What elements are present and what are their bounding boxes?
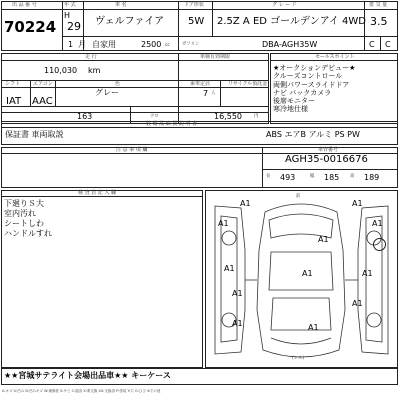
dim-height: 189	[364, 173, 380, 182]
engine-cc: 2500	[141, 40, 162, 49]
length-value: 163	[77, 112, 93, 121]
inspector-note: 下廻りＳ大	[4, 199, 44, 208]
equipment-features: ABS エアB アルミ PS PW	[266, 130, 360, 139]
capacity-unit: 人	[211, 91, 216, 96]
dim-width-label: 幅	[310, 174, 315, 179]
sales-points-list	[273, 64, 397, 114]
damage-mark: A1	[232, 319, 243, 328]
damage-mark: A1	[318, 235, 329, 244]
dim-width: 185	[324, 173, 340, 182]
header-car-label: 車 名	[115, 2, 127, 8]
damage-mark: A1	[218, 219, 229, 228]
color-label: 色	[115, 81, 121, 87]
chassis-label: 車台番号	[318, 147, 339, 153]
damage-mark: A1	[352, 199, 363, 208]
damage-mark: A1	[224, 264, 235, 273]
damage-mark: A1	[232, 289, 243, 298]
month: 1	[68, 40, 74, 49]
footer-legend: A:キズ U:凹み B:凹みキズ W:補修波 S:サビ C:腐食 X:要交換 XX:交換済 P:塗装 Y:穴 G:ひび ※その他	[2, 389, 161, 393]
inspector-note: ハンドルすれ	[4, 229, 52, 238]
diagram-front-label: 前	[296, 194, 301, 199]
score-c2: C	[385, 40, 391, 49]
capacity-value: 7	[203, 89, 209, 98]
recycle-unit: 円	[254, 114, 259, 119]
damage-mark: A1	[302, 269, 313, 278]
inspector-note: シートしわ	[4, 219, 44, 228]
equipment-manuals: 保証書 車両取説	[5, 130, 64, 139]
lot-number: 70224	[4, 18, 57, 36]
header-doors-label: ドア形状	[184, 2, 204, 8]
diagram-rear-label: (レス)	[292, 356, 305, 361]
car-diagram	[205, 190, 398, 368]
shift-value: IAT	[6, 96, 22, 107]
header-year-label: 年 式	[64, 2, 76, 8]
ac-value: AAC	[32, 96, 53, 107]
ac-label: エアコン	[33, 81, 53, 87]
footer-remark: ★★宮城サテライト会場出品車★★ キーケース	[4, 371, 171, 380]
sales-point-item: 両側パワースライドドア	[273, 80, 350, 89]
car-name: ヴェルファイア	[95, 16, 165, 27]
color-value: グレー	[95, 88, 119, 97]
damage-mark: A1	[362, 269, 373, 278]
grade: 2.5Z A ED ゴールデンアイ 4WD	[217, 16, 366, 27]
sales-point-item: 後席モニター	[273, 97, 315, 106]
damage-mark: A1	[240, 199, 251, 208]
damage-mark-ring	[373, 238, 386, 251]
shift-label: シフト	[5, 81, 21, 87]
displacement-liters: 3.5	[370, 15, 388, 28]
dim-length: 493	[280, 173, 296, 182]
sales-point-item: 寒冷地仕様	[273, 105, 308, 114]
door-type: 5W	[188, 16, 205, 27]
inspector-note: 室内汚れ	[4, 209, 36, 218]
damage-mark: A1	[352, 299, 363, 308]
model-code: DBA-AGH35W	[262, 40, 318, 49]
color-code: クロ	[150, 114, 159, 119]
usage-type: 自家用	[92, 40, 116, 49]
header-grade-label: グ レ ー ド	[272, 2, 297, 8]
mileage-label: 走 行	[85, 54, 97, 60]
sales-point-item: ★オークションデビュー★	[273, 64, 356, 72]
header-displacement-label: 排 気 量	[369, 2, 388, 8]
dim-length-label: 長	[266, 174, 271, 179]
capacity-label: 乗車定員	[190, 81, 211, 87]
sales-point-item: ナビ バックカメラ	[273, 88, 332, 97]
era-mark: H	[64, 11, 71, 20]
recycle-label: リサイクル預託金	[228, 81, 268, 87]
inspection-label: 車検有効期限	[200, 54, 231, 60]
remarks-title: 注 意 事 項 欄	[116, 147, 148, 153]
recycle-value: 16,550	[214, 112, 242, 121]
sales-point-item: クルーズコントロール	[273, 72, 343, 81]
mileage-value: 110,030	[44, 66, 78, 75]
mileage-unit: km	[88, 66, 101, 75]
inspector-title: 検 査 員 記 入 欄	[78, 190, 116, 196]
chassis-number: AGH35-0016676	[285, 154, 368, 165]
damage-mark: A1	[372, 219, 383, 228]
dim-height-label: 高	[350, 174, 355, 179]
month-unit: 月	[78, 40, 86, 49]
inspector-notes	[4, 199, 52, 239]
model-year: 29	[67, 20, 81, 33]
header-lot-label: 出 品 番 号	[12, 2, 37, 8]
engine-cc-unit: cc	[165, 43, 170, 48]
damage-mark: A1	[308, 323, 319, 332]
score-c1: C	[369, 40, 375, 49]
fuel-type: ガソリン	[182, 42, 200, 47]
equipment-title: 装 備 品 取 扱 説 明 書	[146, 121, 198, 127]
sales-points-title: セールスポイント	[315, 54, 355, 60]
